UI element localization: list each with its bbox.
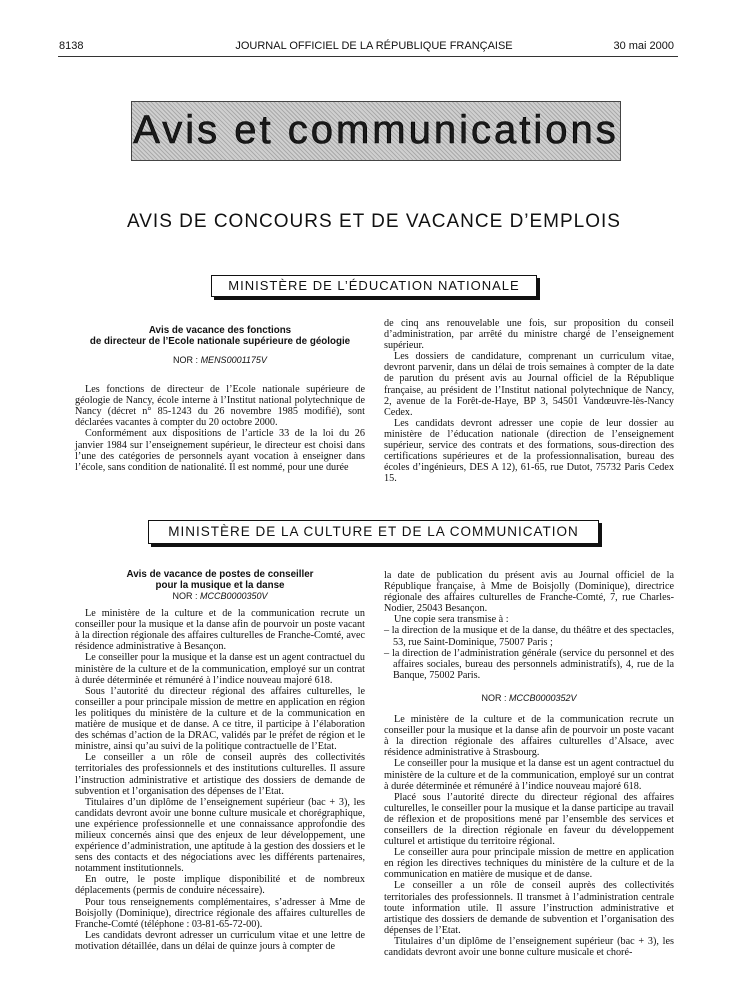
page-number: 8138 (59, 40, 84, 52)
notice-heading: Avis de vacance des fonctions (148, 325, 292, 336)
paragraph: Le conseiller pour la musique et la danse est un agent contractuel du ministère de la culture et de la communication, employé sur un contrat à durée déterminée et rémunéré à l’indice nouveau majoré 618. (75, 652, 365, 686)
main-title: AVIS DE CONCOURS ET DE VACANCE D’EMPLOIS (127, 211, 621, 232)
section2-left-column (75, 570, 365, 952)
paragraph: Le conseiller aura pour principale mission de mettre en application en région les directives techniques du ministère de la culture et de la communication en matière de musique et de danse. (384, 847, 674, 881)
paragraph: Pour tous renseignements complémentaires, s’adresser à Mme de Boisjolly (Dominique), directrice régionale des affaires culturelles de Franche-Comté (téléphone : 03-81-65-72-00). (75, 896, 365, 930)
banner-title: Avis et communications (133, 108, 619, 152)
paragraph: la date de publication du présent avis au Journal officiel de la République française, à Mme de Boisjolly (Dominique), directrice régionale des affaires culturelles de Franche-Comté, 7, rue Charles-Nodier, 25043 Besançon. (384, 570, 674, 615)
paragraph: de cinq ans renouvelable une fois, sur proposition du conseil d’administration, par arrêté du ministre chargé de l’enseignement supérieur. (384, 318, 674, 352)
paragraph: Le ministère de la culture et de la communication recrute un conseiller pour la musique et la danse afin de pourvoir un poste vacant à la direction régionale des affaires culturelles d’Alsace, avec résidence administrative à Strasbourg. (384, 714, 674, 759)
header-rule (58, 56, 678, 57)
paragraph: Conformément aux dispositions de l’article 33 de la loi du 26 janvier 1984 sur l’enseignement supérieur, le directeur est choisi dans l’une des catégories de personnels ayant vocation à enseigner dans l’école, sans condition de nationalité. Il est nommé, pour une durée (75, 428, 365, 473)
nor-reference: NOR : MENS0001175V (173, 355, 267, 365)
paragraph: Le conseiller a un rôle de conseil auprès des collectivités territoriales des professionnels. Il transmet à l’administration centrale toute information utile. Il assure l’instruction administrative et artistique des dossiers de demande de subvention et l’organisation des dépenses de l’Etat. (384, 880, 674, 936)
issue-date: 30 mai 2000 (613, 40, 674, 52)
paragraph: Le conseiller a un rôle de conseil auprès des collectivités territoriales des professionnels et des institutions culturelles. Il assure l’instruction administrative et artistique des dossiers de demande de subvention et l’organisation des dépenses de l’Etat. (75, 752, 365, 797)
nor-reference: NOR : MCCB0000350V (172, 591, 268, 601)
section-banner (131, 101, 621, 161)
notice-heading: Avis de vacance de postes de conseiller (126, 569, 314, 580)
paragraph: Le ministère de la culture et de la communication recrute un conseiller pour la musique et la danse afin de pourvoir un poste vacant à la direction régionale des affaires culturelles de Franche-Comté, avec résidence administrative à Besançon. (75, 608, 365, 653)
paragraph: Une copie sera transmise à : (394, 614, 509, 626)
paragraph: Placé sous l’autorité directe du directeur régional des affaires culturelles, le conseiller pour la musique et la danse participe au travail de réflexion et de propositions mené par l’ensemble des services et conseillers de la direction régionale en faveur du développement culturel et artistique du territoire régional. (384, 791, 674, 848)
ministry-box-education: MINISTÈRE DE L’ÉDUCATION NATIONALE (211, 275, 537, 297)
paragraph: Les dossiers de candidature, comprenant un curriculum vitae, devront parvenir, dans un délai de trois semaines à compter de la date de parution du présent avis au Journal officiel de la République française, au président de l’Institut national polytechnique de Nancy, 2, avenue de la Forêt-de-Haye, BP 3, 54501 Vandœuvre-lès-Nancy Cedex. (384, 351, 674, 418)
notice-heading-2: pour la musique et la danse (155, 579, 285, 591)
paragraph: Les candidats devront adresser un curriculum vitae et une lettre de motivation détaillée, dans un délai de quinze jours à compter de (75, 929, 365, 952)
ministry-box-culture: MINISTÈRE DE LA CULTURE ET DE LA COMMUNICATION (148, 520, 599, 544)
list-item: – la direction de l’administration générale (service du personnel et des affaires sociales, bureau des personnels administratifs), 4, rue de la Banque, 75002 Paris. (384, 647, 674, 681)
paragraph: Sous l’autorité du directeur régional des affaires culturelles, le conseiller a pour principale mission de mettre en application en région les politiques du ministère de la culture et de la communication en matière de musique et de danse. A ce titre, il participe à l’élaboration des schémas d’action de la DRAC, validés par le préfet de région et le ministre, ainsi qu’au suivi de la politique contractuelle de l’Etat. (75, 685, 365, 753)
paragraph: En outre, le poste implique disponibilité et de nombreux déplacements (permis de conduire nécessaire). (75, 874, 365, 897)
nor-reference-2: NOR : MCCB0000352V (481, 692, 577, 703)
section2-right-column (384, 570, 674, 958)
section1-left-column (75, 326, 365, 473)
notice-heading-2: de directeur de l’Ecole nationale supérieure de géologie (89, 335, 351, 347)
paragraph: Titulaires d’un diplôme de l’enseignement supérieur (bac + 3), les candidats devront avoir une bonne culture musicale et chorégraphique, une expérience professionnelle et une connaissance approfondie des milieux concernés ainsi que des enjeux de leur développement, une expérience d’administration, une aptitude à la gestion des dossiers et le sens des contacts et des négociations avec les différents partenaires, notamment institutionnels. (75, 796, 365, 875)
list-item: – la direction de la musique et de la danse, du théâtre et des spectacles, 53, rue Saint-Dominique, 75007 Paris ; (384, 625, 674, 648)
paragraph: Les fonctions de directeur de l’Ecole nationale supérieure de géologie de Nancy, école interne à l’Institut national polytechnique de Nancy (décret n° 85-1243 du 26 novembre 1985 modifié), sont déclarées vacantes à compter du 20 octobre 2000. (75, 384, 365, 429)
paragraph: Le conseiller pour la musique et la danse est un agent contractuel du ministère de la culture et de la communication, employé sur un contrat à durée déterminée et rémunéré à l’indice nouveau majoré 618. (384, 758, 674, 792)
journal-title: JOURNAL OFFICIEL DE LA RÉPUBLIQUE FRANÇAISE (235, 40, 513, 52)
paragraph: Titulaires d’un diplôme de l’enseignement supérieur (bac + 3), les candidats devront avoir une bonne culture musicale et choré- (384, 935, 674, 958)
paragraph: Les candidats devront adresser une copie de leur dossier au ministère de l’éducation nationale (direction de l’enseignement supérieur, service des contrats et des formations, sous-direction des certifications supérieures et de la professionnalisation, bureau des écoles d’ingénieurs, DES A 12), 61-65, rue Dutot, 75732 Paris Cedex 15. (384, 417, 674, 485)
section1-right-column (384, 318, 674, 484)
